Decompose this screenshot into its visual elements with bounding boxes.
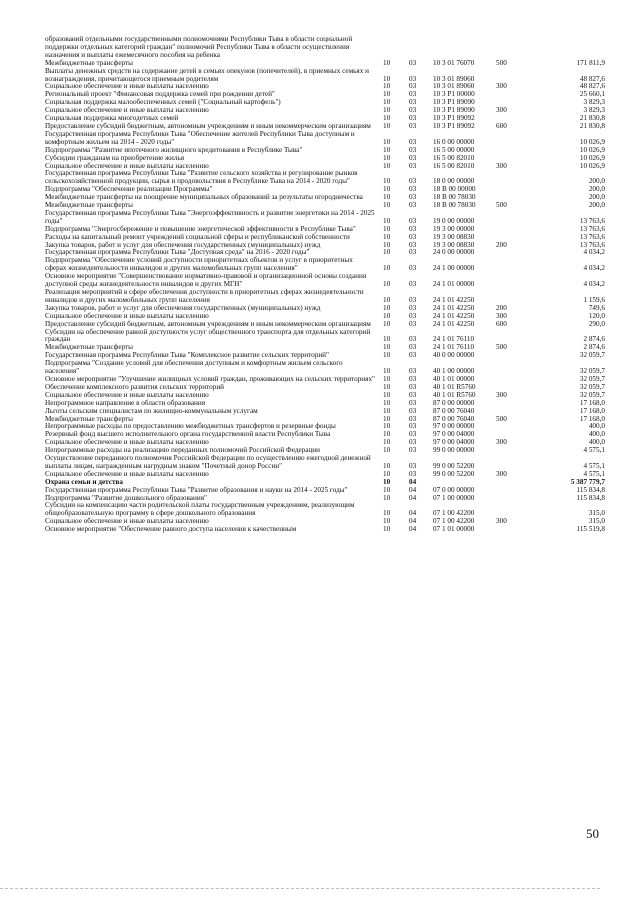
row-amount: 200,0	[588, 201, 605, 210]
row-target-article-code: 24 1 00 00000	[433, 264, 475, 273]
row-subsection-code: 03	[409, 106, 417, 115]
row-name: Социальное обеспечение и иные выплаты населению	[45, 82, 209, 91]
row-target-article-code: 16 5 00 82010	[433, 153, 475, 162]
row-name: Межбюджетные трансферты на поощрение муниципальных образований за результаты огородничества	[45, 193, 363, 202]
row-section-code: 10	[383, 137, 391, 146]
row-subsection-code: 03	[409, 161, 417, 170]
table-row	[45, 289, 605, 305]
row-section-code: 10	[383, 74, 391, 83]
row-section-code: 10	[383, 90, 391, 99]
row-section-code: 10	[383, 177, 391, 186]
row-target-article-code: 10 3 P1 89090	[433, 98, 475, 107]
row-subsection-code: 04	[409, 509, 417, 518]
row-section-code: 10	[383, 367, 391, 376]
row-name: Социальное обеспечение и иные выплаты населению	[45, 161, 209, 170]
row-section-code: 10	[383, 517, 391, 526]
row-amount: 4 575,1	[583, 469, 605, 478]
row-amount: 13 763,6	[579, 216, 605, 225]
row-name: Обеспечение комплексного развития сельских территорий	[45, 382, 225, 391]
row-target-article-code: 99 0 00 00000	[433, 446, 475, 455]
row-amount: 4 575,1	[583, 446, 605, 455]
row-target-article-code: 10 3 P1 00000	[433, 90, 475, 99]
row-subsection-code: 03	[409, 216, 417, 225]
row-target-article-code: 19 0 00 00000	[433, 216, 475, 225]
row-amount: 32 059,7	[579, 390, 605, 399]
row-subsection-code: 03	[409, 461, 417, 470]
row-target-article-code: 18 0 00 00000	[433, 177, 475, 186]
row-section-code: 10	[383, 232, 391, 241]
row-target-article-code: 07 1 00 42200	[433, 517, 475, 526]
row-amount: 400,0	[588, 438, 605, 447]
row-name: Резервный фонд высшего исполнительного органа государственной власти Республики Тыва	[45, 430, 331, 439]
row-expense-type-code: 500	[496, 414, 507, 423]
row-name: Государственная программа Республики Тыва "Развитие сельского хозяйства и регулирование рынков сельскохозяйственной продукции, сырья и продовольствия в Республике Тыва на 2014 - 2020 годы"	[45, 169, 358, 186]
row-amount: 749,6	[588, 303, 605, 312]
row-subsection-code: 03	[409, 422, 417, 431]
row-name: Межбюджетные трансферты	[45, 58, 133, 67]
row-subsection-code: 03	[409, 414, 417, 423]
table-row	[45, 36, 605, 60]
row-amount: 115 834,8	[576, 485, 605, 494]
row-subsection-code: 03	[409, 264, 417, 273]
row-name: Субсидии гражданам на приобретение жилья	[45, 153, 185, 162]
row-section-code: 10	[383, 351, 391, 360]
row-name: Непрограммные расходы на реализацию переданных полномочий Российской Федерации	[45, 446, 320, 455]
row-subsection-code: 03	[409, 121, 417, 130]
row-amount: 17 168,0	[579, 414, 605, 423]
row-subsection-code: 03	[409, 240, 417, 249]
row-subsection-code: 04	[409, 517, 417, 526]
row-section-code: 10	[383, 280, 391, 289]
row-target-article-code: 10 3 01 76070	[433, 58, 475, 67]
row-target-article-code: 87 0 00 00000	[433, 398, 475, 407]
budget-table	[45, 36, 605, 534]
row-name: Закупка товаров, работ и услуг для обеспечения государственных (муниципальных) нужд	[45, 303, 321, 312]
row-target-article-code: 40 0 00 00000	[433, 351, 475, 360]
row-name: Подпрограмма "Создание условий для обеспечения доступным и комфортным жильем сельского населения"	[45, 359, 343, 376]
row-section-code: 10	[383, 374, 391, 383]
row-target-article-code: 87 0 00 76040	[433, 406, 475, 415]
row-section-code: 10	[383, 343, 391, 352]
row-section-code: 10	[383, 161, 391, 170]
row-expense-type-code: 300	[496, 517, 507, 526]
row-section-code: 10	[383, 106, 391, 115]
table-row	[45, 360, 605, 376]
row-section-code: 10	[383, 121, 391, 130]
row-name: Реализация мероприятий в сфере обеспечения доступности в приоритетных сферах жизнедеятельности инвалидов и других маломобильных групп населения	[45, 288, 364, 304]
row-amount: 10 026,9	[579, 137, 605, 146]
scan-edge-line	[0, 888, 600, 889]
row-subsection-code: 03	[409, 398, 417, 407]
row-name: Межбюджетные трансферты	[45, 414, 133, 423]
row-name: Межбюджетные трансферты	[45, 343, 133, 352]
row-expense-type-code: 600	[496, 319, 507, 328]
row-expense-type-code: 300	[496, 390, 507, 399]
row-amount: 13 763,6	[579, 240, 605, 249]
row-subsection-code: 03	[409, 58, 417, 67]
row-name: Социальное обеспечение и иные выплаты населению	[45, 106, 209, 115]
row-section-code: 10	[383, 240, 391, 249]
row-section-code: 10	[383, 438, 391, 447]
row-amount: 4 034,2	[583, 248, 605, 257]
row-subsection-code: 03	[409, 224, 417, 233]
row-name: Государственная программа Республики Тыва "Обеспечение жителей Республики Тыва доступным и комфортным жильем на 2014 - 2020 годы"	[45, 129, 355, 146]
row-target-article-code: 40 1 00 00000	[433, 367, 475, 376]
table-row	[45, 526, 605, 534]
row-section-code: 10	[383, 185, 391, 194]
row-amount: 17 168,0	[579, 398, 605, 407]
row-amount: 2 874,6	[583, 343, 605, 352]
row-target-article-code: 40 1 01 R5760	[433, 382, 476, 391]
table-row	[45, 502, 605, 518]
row-section-code: 10	[383, 414, 391, 423]
row-amount: 17 168,0	[579, 406, 605, 415]
row-target-article-code: 07 0 00 00000	[433, 485, 475, 494]
row-target-article-code: 99 0 00 52200	[433, 469, 475, 478]
row-section-code: 10	[383, 224, 391, 233]
row-name: Государственная программа Республики Тыва "Развитие образования и науки на 2014 - 2025 годы"	[45, 485, 348, 494]
row-target-article-code: 99 0 00 52200	[433, 461, 475, 470]
row-target-article-code: 19 3 00 08830	[433, 232, 475, 241]
row-section-code: 10	[383, 469, 391, 478]
row-section-code: 10	[383, 114, 391, 123]
row-amount: 13 763,6	[579, 232, 605, 241]
row-target-article-code: 10 3 01 89060	[433, 74, 475, 83]
row-target-article-code: 24 1 01 00000	[433, 280, 475, 289]
row-amount: 3 829,3	[583, 106, 605, 115]
row-expense-type-code: 300	[496, 161, 507, 170]
row-section-code: 10	[383, 493, 391, 502]
row-name: Подпрограмма "Обеспечение реализации Программы"	[45, 185, 213, 194]
row-subsection-code: 03	[409, 311, 417, 320]
table-row	[45, 131, 605, 147]
row-section-code: 10	[383, 390, 391, 399]
row-target-article-code: 24 1 01 76110	[433, 343, 475, 352]
row-section-code: 10	[383, 525, 391, 534]
row-section-code: 10	[383, 319, 391, 328]
row-subsection-code: 03	[409, 430, 417, 439]
row-name: Социальная поддержка многодетных семей	[45, 114, 179, 123]
row-subsection-code: 04	[409, 477, 417, 486]
row-section-code: 10	[383, 382, 391, 391]
row-subsection-code: 03	[409, 382, 417, 391]
row-name: Льготы сельским специалистам по жилищно-коммунальным услугам	[45, 406, 258, 415]
row-name: Подпрограмма "Энергосбережение и повышение энергетической эффективности в Республике Тыва"	[45, 224, 356, 233]
row-amount: 200,0	[588, 185, 605, 194]
row-name: Социальное обеспечение и иные выплаты населению	[45, 311, 209, 320]
row-expense-type-code: 200	[496, 303, 507, 312]
row-amount: 290,0	[588, 319, 605, 328]
row-amount: 32 059,7	[579, 367, 605, 376]
row-amount: 48 827,6	[579, 74, 605, 83]
row-section-code: 10	[383, 201, 391, 210]
row-subsection-code: 03	[409, 390, 417, 399]
row-target-article-code: 24 1 01 42250	[433, 303, 475, 312]
row-name: Субсидии на обеспечение равной доступности услуг общественного транспорта для отдельных категорий граждан	[45, 327, 371, 344]
row-target-article-code: 16 5 00 82010	[433, 161, 475, 170]
row-subsection-code: 03	[409, 248, 417, 257]
row-amount: 10 026,9	[579, 145, 605, 154]
row-name: Межбюджетные трансферты	[45, 201, 133, 210]
table-row	[45, 455, 605, 471]
row-name: Государственная программа Республики Тыва "Комплексное развитие сельских территорий"	[45, 351, 329, 360]
row-section-code: 10	[383, 485, 391, 494]
row-name: Социальное обеспечение и иные выплаты населению	[45, 438, 209, 447]
row-expense-type-code: 300	[496, 82, 507, 91]
row-amount: 115 834,8	[576, 493, 605, 502]
row-expense-type-code: 300	[496, 438, 507, 447]
row-target-article-code: 18 В 00 00000	[433, 185, 476, 194]
row-expense-type-code: 600	[496, 121, 507, 130]
row-section-code: 10	[383, 193, 391, 202]
row-expense-type-code: 300	[496, 469, 507, 478]
row-name: Непрограммные расходы по предоставлению межбюджетных трансфертов и резервные фонды	[45, 422, 336, 431]
row-section-code: 10	[383, 509, 391, 518]
table-row	[45, 273, 605, 289]
row-name: Субсидии на компенсацию части родительской платы государственным учреждениям, реализующим общеобразовательную программу в сфере дошкольного образования	[45, 501, 355, 518]
row-amount: 48 827,6	[579, 82, 605, 91]
row-name: Региональный проект "Финансовая поддержка семей при рождении детей"	[45, 90, 275, 99]
row-subsection-code: 03	[409, 295, 417, 304]
row-section-code: 10	[383, 446, 391, 455]
row-section-code: 10	[383, 98, 391, 107]
row-amount: 200,0	[588, 193, 605, 202]
row-amount: 115 519,8	[576, 525, 605, 534]
row-subsection-code: 03	[409, 406, 417, 415]
row-subsection-code: 04	[409, 493, 417, 502]
row-name: Государственная программа Республики Тыва "Энергоэффективность и развитие энергетики на 2014 - 2025 годы"	[45, 208, 375, 225]
row-amount: 4 034,2	[583, 280, 605, 289]
row-amount: 315,0	[588, 509, 605, 518]
row-amount: 2 874,6	[583, 335, 605, 344]
row-subsection-code: 03	[409, 438, 417, 447]
page-number: 50	[586, 826, 599, 841]
row-section-code: 10	[383, 216, 391, 225]
row-target-article-code: 24 1 01 76110	[433, 335, 475, 344]
row-subsection-code: 03	[409, 319, 417, 328]
table-row	[45, 257, 605, 273]
row-amount: 32 059,7	[579, 374, 605, 383]
row-target-article-code: 07 1 00 42200	[433, 509, 475, 518]
row-section-code: 10	[383, 82, 391, 91]
row-subsection-code: 03	[409, 193, 417, 202]
row-amount: 200,0	[588, 177, 605, 186]
row-section-code: 10	[383, 153, 391, 162]
row-target-article-code: 24 1 01 42250	[433, 295, 475, 304]
row-subsection-code: 03	[409, 114, 417, 123]
row-name: Выплаты денежных средств на содержание детей в семьях опекунов (попечителей), в приемных семьях и вознаграждения, причитающегося приемным родителям	[45, 66, 369, 83]
table-row	[45, 68, 605, 84]
row-amount: 32 059,7	[579, 382, 605, 391]
row-subsection-code: 03	[409, 335, 417, 344]
row-target-article-code: 87 0 00 76040	[433, 414, 475, 423]
row-target-article-code: 97 0 00 04000	[433, 438, 475, 447]
row-amount: 13 763,6	[579, 224, 605, 233]
row-target-article-code: 24 0 00 00000	[433, 248, 475, 257]
row-target-article-code: 10 3 P1 89090	[433, 106, 475, 115]
row-name: Социальная поддержка малообеспеченных семей ("Социальный картофель")	[45, 98, 281, 107]
row-expense-type-code: 200	[496, 240, 507, 249]
row-subsection-code: 04	[409, 525, 417, 534]
row-target-article-code: 40 1 01 R5760	[433, 390, 476, 399]
row-target-article-code: 18 В 00 78030	[433, 201, 476, 210]
row-target-article-code: 10 3 01 89060	[433, 82, 475, 91]
row-amount: 32 059,7	[579, 351, 605, 360]
row-subsection-code: 03	[409, 82, 417, 91]
row-section-code: 10	[383, 58, 391, 67]
row-subsection-code: 03	[409, 303, 417, 312]
row-name: Подпрограмма "Обеспечение условий доступности приоритетных объектов и услуг в приоритетных сферах жизнедеятельности инвалидов и других маломобильных групп населения"	[45, 256, 353, 273]
row-subsection-code: 03	[409, 145, 417, 154]
row-name: Основное мероприятие "Обеспечение равного доступа населения к качественным	[45, 525, 297, 534]
row-section-code: 10	[383, 311, 391, 320]
row-target-article-code: 97 0 00 00000	[433, 422, 475, 431]
row-subsection-code: 03	[409, 185, 417, 194]
row-name: Расходы на капитальный ремонт учреждений социальной сферы и республиканской собственности	[45, 232, 350, 241]
row-target-article-code: 18 В 00 78030	[433, 193, 476, 202]
row-amount: 25 660,1	[579, 90, 605, 99]
row-subsection-code: 03	[409, 367, 417, 376]
row-name: Осуществление переданного полномочия Российской Федерации по осуществлению ежегодной денежной выплаты лицам, награжденным нагрудным знаком "Почетный донор России"	[45, 454, 371, 470]
row-section-code: 10	[383, 461, 391, 470]
row-expense-type-code: 500	[496, 343, 507, 352]
row-subsection-code: 03	[409, 280, 417, 289]
row-target-article-code: 16 0 00 00000	[433, 137, 475, 146]
row-target-article-code: 24 1 01 42250	[433, 311, 475, 320]
table-row	[45, 329, 605, 345]
row-section-code: 10	[383, 145, 391, 154]
row-amount: 1 159,6	[583, 295, 605, 304]
row-target-article-code: 07 1 00 00000	[433, 493, 475, 502]
row-target-article-code: 97 0 00 04000	[433, 430, 475, 439]
row-subsection-code: 03	[409, 74, 417, 83]
row-expense-type-code: 300	[496, 311, 507, 320]
row-section-code: 10	[383, 248, 391, 257]
row-subsection-code: 03	[409, 374, 417, 383]
row-subsection-code: 03	[409, 177, 417, 186]
row-target-article-code: 24 1 01 42250	[433, 319, 475, 328]
row-subsection-code: 03	[409, 201, 417, 210]
row-name: Основное мероприятие "Совершенствование нормативно-правовой и организационной основы создания доступной среды жизнедеятельности инвалидов и других МГН"	[45, 272, 367, 289]
row-amount: 315,0	[588, 517, 605, 526]
row-expense-type-code: 500	[496, 201, 507, 210]
row-amount: 10 026,9	[579, 153, 605, 162]
row-amount: 21 830,8	[579, 114, 605, 123]
row-section-code: 10	[383, 477, 391, 486]
row-amount: 4 034,2	[583, 264, 605, 273]
row-section-code: 10	[383, 303, 391, 312]
row-target-article-code: 19 3 00 00000	[433, 224, 475, 233]
row-name: Основное мероприятие "Улучшение жилищных условий граждан, проживающих на сельских территориях"	[45, 374, 375, 383]
row-subsection-code: 03	[409, 90, 417, 99]
row-amount: 171 811,9	[576, 58, 605, 67]
row-name: Непрограммное направление в области образования	[45, 398, 206, 407]
row-amount: 10 026,9	[579, 161, 605, 170]
row-amount: 21 830,8	[579, 121, 605, 130]
row-section-code: 10	[383, 406, 391, 415]
row-subsection-code: 03	[409, 446, 417, 455]
row-subsection-code: 04	[409, 485, 417, 494]
row-section-code: 10	[383, 422, 391, 431]
row-section-code: 10	[383, 335, 391, 344]
row-subsection-code: 03	[409, 153, 417, 162]
row-section-code: 10	[383, 398, 391, 407]
row-expense-type-code: 500	[496, 58, 507, 67]
row-amount: 5 387 779,7	[570, 477, 605, 486]
row-section-code: 10	[383, 430, 391, 439]
row-amount: 4 575,1	[583, 461, 605, 470]
row-target-article-code: 40 1 01 00000	[433, 374, 475, 383]
row-name: Социальное обеспечение и иные выплаты населению	[45, 390, 209, 399]
row-amount: 3 829,3	[583, 98, 605, 107]
row-name: Государственная программа Республики Тыва "Доступная среда" на 2016 - 2020 годы"	[45, 248, 310, 257]
row-section-code: 10	[383, 295, 391, 304]
row-target-article-code: 10 3 P1 89092	[433, 114, 475, 123]
row-target-article-code: 19 3 00 08830	[433, 240, 475, 249]
row-name: Охрана семьи и детства	[45, 477, 123, 486]
row-amount: 400,0	[588, 430, 605, 439]
row-subsection-code: 03	[409, 351, 417, 360]
row-subsection-code: 03	[409, 232, 417, 241]
table-row	[45, 210, 605, 226]
row-subsection-code: 03	[409, 137, 417, 146]
row-amount: 120,0	[588, 311, 605, 320]
table-row	[45, 471, 605, 479]
row-target-article-code: 10 3 P1 89092	[433, 121, 475, 130]
row-target-article-code: 07 1 01 00000	[433, 525, 475, 534]
row-amount: 400,0	[588, 422, 605, 431]
row-subsection-code: 03	[409, 98, 417, 107]
row-name: Закупка товаров, работ и услуг для обеспечения государственных (муниципальных) нужд	[45, 240, 321, 249]
row-target-article-code: 16 5 00 00000	[433, 145, 475, 154]
row-section-code: 10	[383, 264, 391, 273]
row-name: Социальное обеспечение и иные выплаты населению	[45, 469, 209, 478]
row-subsection-code: 03	[409, 343, 417, 352]
row-name: образований отдельными государственными полномочиями Республики Тыва в области социальной поддержки отдельных категорий граждан" полномочий Республики Тыва в области осуществления назначения и выплаты ежемесячного пособия на ребенка	[45, 35, 353, 59]
row-name: Подпрограмма "Развитие ипотечного жилищного кредитования в Республике Тыва"	[45, 145, 303, 154]
row-name: Социальное обеспечение и иные выплаты населению	[45, 517, 209, 526]
table-row	[45, 170, 605, 186]
row-name: Предоставление субсидий бюджетным, автономным учреждениям и иным некоммерческим организациям	[45, 319, 371, 328]
row-name: Подпрограмма "Развитие дошкольного образования"	[45, 493, 207, 502]
row-expense-type-code: 300	[496, 106, 507, 115]
row-subsection-code: 03	[409, 469, 417, 478]
row-name: Предоставление субсидий бюджетным, автономным учреждениям и иным некоммерческим организациям	[45, 121, 371, 130]
